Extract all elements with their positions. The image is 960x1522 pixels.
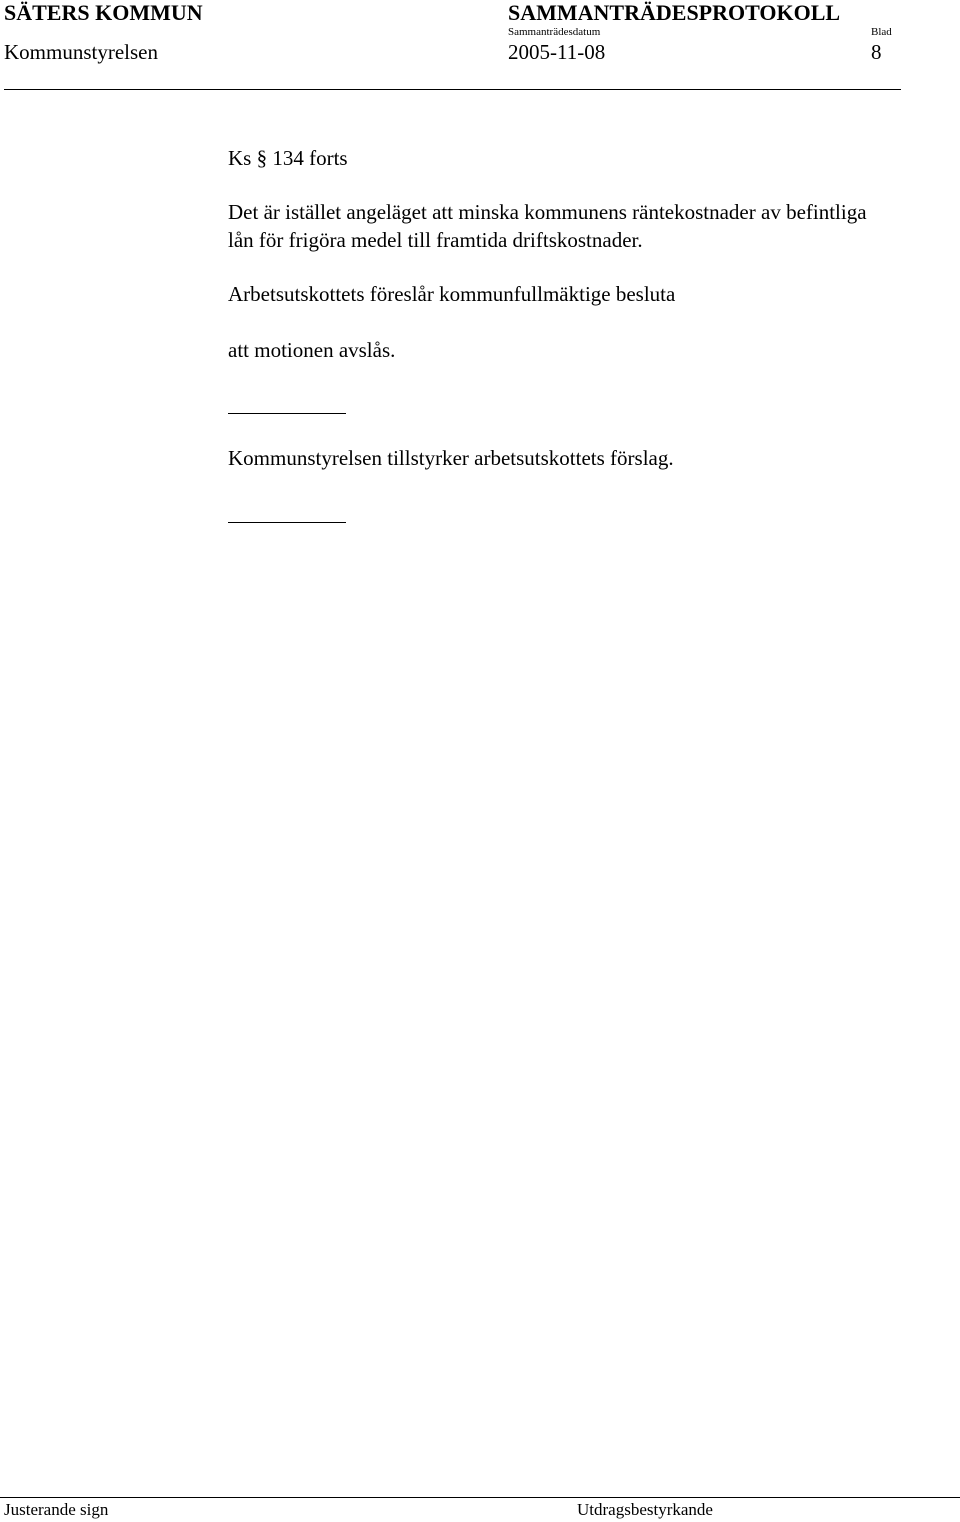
organization-unit: Kommunstyrelsen [4,40,158,64]
section-reference: Ks § 134 forts [228,146,348,170]
footer-divider [0,1497,960,1498]
page-label: Blad [871,26,892,38]
date-label: Sammanträdesdatum [508,26,601,38]
document-type-title: SAMMANTRÄDESPROTOKOLL [508,0,841,25]
page-number: 8 [871,40,882,64]
section-divider-1 [228,413,346,414]
paragraph-3: att motionen avslås. [228,338,396,362]
paragraph-1-line-1: Det är istället angeläget att minska kommunens räntekostnader av befintliga [228,200,867,224]
meeting-date: 2005-11-08 [508,40,606,64]
section-divider-2 [228,522,346,523]
organization-name: SÄTERS KOMMUN [4,0,203,25]
paragraph-4: Kommunstyrelsen tillstyrker arbetsutskottets förslag. [228,446,674,470]
footer-certification-label: Utdragsbestyrkande [577,1500,713,1519]
paragraph-2: Arbetsutskottets föreslår kommunfullmäktige besluta [228,282,676,306]
paragraph-1-line-2: lån för frigöra medel till framtida driftskostnader. [228,228,643,252]
footer-signature-label: Justerande sign [4,1500,109,1519]
header-divider [4,89,901,90]
